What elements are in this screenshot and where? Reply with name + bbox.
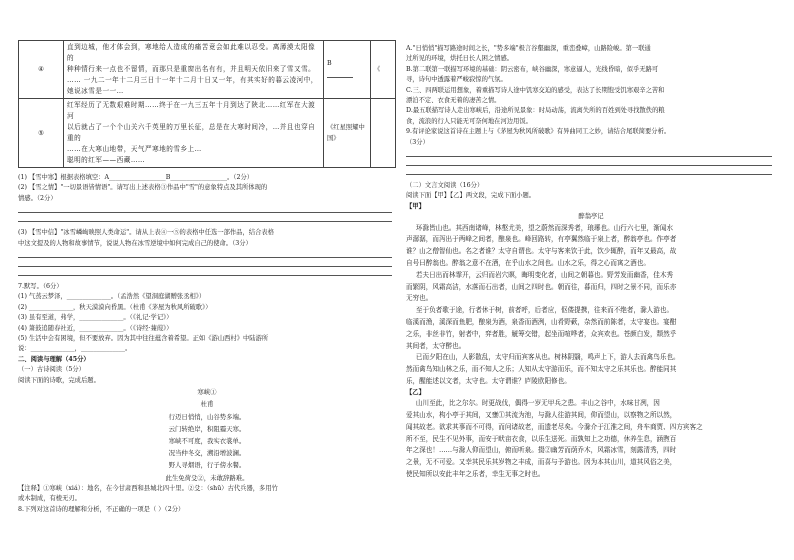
essay-line: 环滁皆山也。其西南诸峰，林壑尤美，望之蔚然而深秀者，琅琊也。山行六七里，渐闻水 xyxy=(415,223,674,232)
option-a[interactable]: A."日悄悄"描写路途时间之长，"势多端"极言谷壑幽深，重峦叠嶂，山路险峻。第一联通 xyxy=(406,45,651,52)
answer-cell xyxy=(371,99,396,168)
question-9: 9.有评论家说这首诗在主题上与《茅屋为秋风所破歌》有异曲同工之妙，请结合尾联简要分析。 xyxy=(406,128,671,136)
row-content xyxy=(64,99,324,168)
essay-line: 声潺潺，而泻出于两峰之间者，酿泉也。峰回路转，有亭翼然临于泉上者，醉翁亭也。作亭者 xyxy=(406,235,677,244)
essay-title: 醉翁亭记 xyxy=(578,213,604,221)
question-2-cont: 情感。（2分） xyxy=(18,194,57,202)
handwritten-line: 聪明的红军——西藏…… xyxy=(67,156,146,164)
answer-line[interactable] xyxy=(18,267,392,276)
section-heading: 二、阅读与理解（45分） xyxy=(18,355,90,363)
answer-cell: 《 xyxy=(371,41,396,99)
left-column xyxy=(18,0,396,560)
instruction: 阅读下面【甲】【乙】两文段，完成下面小题。 xyxy=(406,192,536,200)
subsection-heading: （一）古诗阅读（5分） xyxy=(18,366,85,374)
answer-cell[interactable] xyxy=(324,41,371,99)
row-content xyxy=(64,41,324,99)
table-row xyxy=(19,99,396,168)
answer-line[interactable] xyxy=(18,213,392,222)
handwritten-line: 她说冰雪是一一… xyxy=(67,87,124,95)
poem-line: 野人寻烟语，行子傍水餐。 xyxy=(168,461,246,470)
question-2: (2) 【雪之情】"一切景语皆情语"。请写出上述表格③作品中"雪"的意象特点及其所体现的 xyxy=(18,184,268,192)
fill-item: 说：______________，______________。 xyxy=(18,345,132,353)
poem-line: 云门转绝岸，积阻霾天寒。 xyxy=(168,424,246,433)
poem-author: 杜甫 xyxy=(200,400,214,409)
subsection-heading: （二）文言文阅读（16分） xyxy=(406,182,484,190)
essay2-line: 年之深也！……与滁人仰而望山，俯而听泉。掇②幽芳而荫乔木，风霜冰雪，刻露清秀，四时 xyxy=(406,446,677,455)
note-cont: 或木制成，有棱无刃。 xyxy=(18,495,81,503)
note: 【注释】①寒峡（xiá）：地名，在今甘肃西和县城北四十里。②殳：（shū）古代兵器，多用竹 xyxy=(18,484,278,492)
works-table xyxy=(18,40,396,168)
question-1: (1) 【雪中寒】根据表格填空：A__________________B__________________。（2分） xyxy=(18,174,254,181)
question-9-cont: （3分） xyxy=(406,138,429,146)
handwritten-line: …… 一九二一年十二月三日十一年十二月十日又一年，有其实好的暮云凌河中， xyxy=(67,76,318,84)
option-d-cont: 食，流浪的行人只能无可奈何地在河边用饭。 xyxy=(406,117,532,125)
question-3: (3) 【雪中信】"冰雪嶙峋映照人类命运"。请从上表④一⑤的表格中任选一部作品，结合表格 xyxy=(18,229,274,237)
essay-line: 无穷也。 xyxy=(406,294,433,303)
handwritten-line: 红军经历了无数艰难时期……终于在一九三五年十月到达了陕北……红军在大渡河 xyxy=(67,101,316,120)
blank-b-label: B xyxy=(327,59,332,67)
essay2-line: 所不至，民生不见外事，而安于畎亩衣食，以乐生送死。而孰知上之功德，休养生息，涵煦百 xyxy=(406,434,677,443)
fill-item: (2) ______________，秋天漠漠向昏黑。（杜甫《茅屋为秋风所破歌》） xyxy=(18,303,212,311)
essay-line: 已而夕阳在山，人影散乱，太守归而宾客从也。树林阴翳，鸣声上下，游人去而禽鸟乐也。 xyxy=(415,353,680,362)
row-number: ⑤ xyxy=(19,99,64,168)
essay-line: 自号曰醉翁也。醉翁之意不在酒，在乎山水之间也。山水之乐，得之心而寓之酒也。 xyxy=(406,259,650,268)
option-c-cont: 漂泊不定、衣食无着的凄苦之情。 xyxy=(406,97,501,105)
option-a-cont: 过所见的环境，烘托日长人困之情感。 xyxy=(406,55,514,63)
blank-b[interactable] xyxy=(327,69,353,78)
question-3-cont: 中这文提及的人物和故事情节，说说人物在冰雪逆境中如何完成自己的使命。（3分） xyxy=(18,239,252,247)
essay-line: 临溪而渔，溪深而鱼肥，酿泉为酒，泉香而酒洌，山肴野蔌，杂然而前陈者，太守宴也。宴酣 xyxy=(406,318,677,327)
essay2-line: 山川至此，比之尔尔。时更战伐，偶得一岁无甲兵之患。丰山之谷中，水味甘冽，因 xyxy=(415,399,660,408)
essay2-line: 爱其山水，构小亭于其间，又壅①其流为池，与滁人往游其间，仰而望山，以察物之所以然， xyxy=(406,411,677,420)
instruction: 阅读下面的诗歌，完成后题。 xyxy=(18,376,100,384)
poem-line: 此生免荷殳②，未敢辞路难。 xyxy=(165,473,249,482)
essay-line: 若夫日出而林霏开，云归而岩穴暝，晦明变化者，山间之朝暮也。野芳发而幽香，佳木秀 xyxy=(415,270,674,279)
essay-line: 谁？山之僧智仙也。名之者谁？太守自谓也。太守与客来饮于此，饮少辄醉，而年又最高，故 xyxy=(406,247,677,256)
essay-line: 然而禽鸟知山林之乐，而不知人之乐；人知从太守游而乐，而不知太守之乐其乐也。醉能同其 xyxy=(406,365,677,374)
essay-line: 乐，醒能述以文者，太守也。太守谓谁？庐陵欧阳修也。 xyxy=(406,377,571,386)
handwritten-line: 直到边城，他才体会到，寒地给人造成的痛苦竟会如此难以忍受。离薄漠太阳像的 xyxy=(67,43,316,62)
poem-line: 寒峡不可度，我实衣裳单。 xyxy=(168,436,246,445)
fill-item: (5) 生活中会有困境，但不要放弃。因为其中往往蕴含着希望。正如《游山西村》中陆游所 xyxy=(18,335,269,343)
question-8: 8.下列对这首诗的理解和分析，不正确的一项是（ ）（2分） xyxy=(18,505,185,513)
right-column xyxy=(406,0,776,560)
answer-line[interactable] xyxy=(18,204,392,213)
poem-line: 行迈日悄悄，山谷势多端。 xyxy=(168,412,246,421)
work-title: 《红星照耀中国》 xyxy=(324,99,371,168)
answer-line[interactable] xyxy=(406,148,772,157)
essay-line: 其间者，太守醉也。 xyxy=(406,341,466,350)
handwritten-line: 以后就占了一个个山关六千英里的万里长征，总是在大寒时间冷，…并且也穿自重的 xyxy=(67,123,316,142)
essay2-line: 之景，无不可爱。又幸其民乐其岁物之丰成，而喜与予游也。因为本其山川，道其风俗之美， xyxy=(406,458,677,467)
answer-line[interactable] xyxy=(18,258,392,267)
fill-item: (1) 气蒸云梦泽，______________。（孟浩然《望洞庭湖赠张丞相》） xyxy=(18,293,206,301)
poem-title: 寒峡① xyxy=(197,388,217,397)
row-number: ④ xyxy=(19,41,64,99)
essay-line: 而繁阴，风霜高洁，水落而石出者，山间之四时也。朝而往，暮而归，四时之景不同，而乐亦 xyxy=(406,282,677,291)
fill-item: (3) 虽有至道，弗学，______________。（《礼记·学记》） xyxy=(18,314,173,322)
question-7: 7.默写。（6分） xyxy=(18,283,63,291)
essay-line: 之乐，非丝非竹，射者中，弈者胜，觥筹交错，起坐而喧哗者，众宾欢也。苍颜白发，颓然乎 xyxy=(406,329,677,338)
essay-line: 至于负者歌于途，行者休于树，前者呼，后者应，伛偻提携，往来而不绝者，滁人游也。 xyxy=(415,306,674,315)
essay2-line: 闻其故老。欲求其事而不可得，而问诸故老，而遗老尽矣。今滁介于江淮之间，舟车商贾、四方宾客之 xyxy=(406,422,703,431)
passage-label-jia: 【甲】 xyxy=(406,202,425,210)
poem-line: 况当仲冬交，溯沿增波澜。 xyxy=(168,449,246,458)
option-d[interactable]: D.最五联描写诗人走出寒峡后，沿途所见景象：时局动荡，流离失所的百姓到处寻找散佚的粮 xyxy=(406,107,665,115)
answer-line[interactable] xyxy=(406,166,772,175)
option-b[interactable]: B.第二联第一联描写环境的基础：阴云密布，峡谷幽深，寒意逼人，光线昏暗，似乎无路可 xyxy=(406,65,659,73)
option-b-cont: 寻，诗句中透露着严峻寂惊的气氛。 xyxy=(406,76,507,84)
option-c[interactable]: C.三、四两联运用想象，着重描写诗人途中饥寒交迫的感受，表达了长期饱受饥寒艰辛之苦和 xyxy=(406,86,665,94)
table-row xyxy=(19,41,396,99)
answer-line[interactable] xyxy=(18,249,392,258)
poem xyxy=(18,386,396,484)
answer-line[interactable] xyxy=(406,157,772,166)
handwritten-line: ……在大寒山地带，天气严寒地的雪乡上… xyxy=(67,145,202,153)
passage-label-yi: 【乙】 xyxy=(406,388,425,396)
fill-item: (4) 箫鼓追随春社近，______________。（《诗经·蒹葭》） xyxy=(18,324,173,332)
handwritten-line: 种种情行来一点也不留情，而那只是重窗出名有有，并且明天依旧来了雪又雪。 xyxy=(67,65,316,73)
essay2-line: 使民知所以安此丰年之乐者，幸生无事之时也。 xyxy=(406,470,545,479)
